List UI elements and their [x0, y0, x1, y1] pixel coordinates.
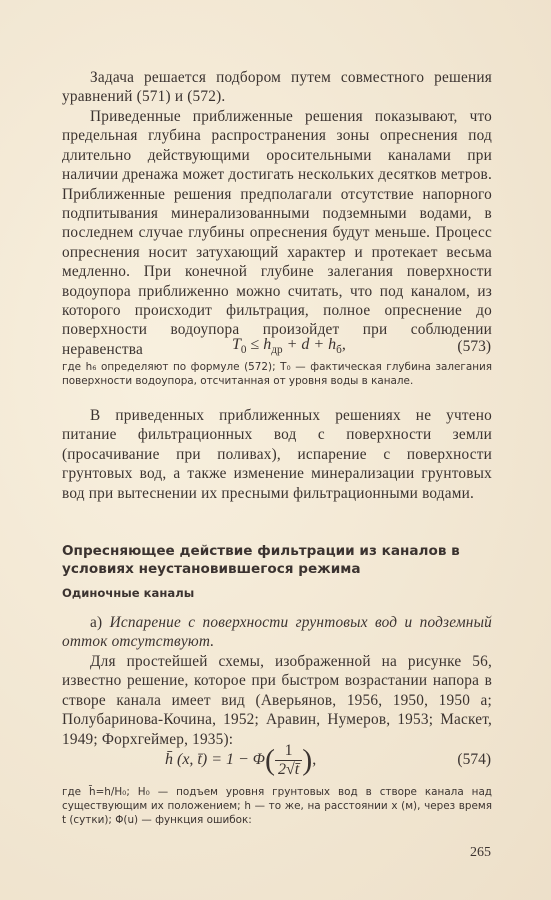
- footnote-574: где h̄=h/H₀; H₀ — подъем уровня грунтовых вод в створе канала над существующим их положением; h — то же, на расстоянии x (м), через время t (сутки); Φ(u) — функция ошибок:: [62, 786, 492, 827]
- paragraph-4: [62, 613, 492, 652]
- equation-573-number: (573): [457, 338, 491, 355]
- section-heading: Опресняющее действие фильтрации из каналов в условиях неустановившегося режима: [62, 543, 460, 577]
- equation-574: h̄ (x, t̄) = 1 − Φ( $\frac{1}{2√t̄}$ ),: [165, 742, 317, 778]
- paragraph-1: Задача решается подбором путем совместного решения уравнений (571) и (572).: [62, 69, 492, 106]
- item-label: а): [90, 614, 103, 631]
- equation-573: $T_0 \le h_{др} + d + h_б$,: [232, 336, 346, 357]
- paragraph-3: В приведенных приближенных решениях не учтено питание фильтрационных вод с поверхности земли (просачивание при поливах), испарение с поверхности грунтовых вод, а также изменение минерализации грунтовых вод при вытеснении их пресными фильтрационными водами.: [62, 407, 492, 502]
- paragraph-5: Для простейшей схемы, изображенной на рисунке 56, известно решение, которое при быстром возрастании напора в створе канала имеет вид (Аверьянов, 1956, 1950, 1950 а; Полубаринова-Кочина, 1952; Аравин, Нумеров, 1953; Маскет, 1949; Форхгеймер, 1935):: [62, 653, 492, 748]
- page-number: 265: [470, 845, 491, 860]
- item-condition: Испарение с поверхности грунтовых вод и подземный отток отсутствуют.: [62, 614, 492, 651]
- paragraph-2: Приведенные приближенные решения показывают, что предельная глубина распространения зоны опреснения под длительно действующими оросительными каналами при наличии дренажа может достигать нескольких десятков метров. Приближенные решения предполагали отсутствие напорного подпитывания минерализованными подземными водами, в последнем случае глубины опреснения будут меньше. Процесс опреснения носит затухающий характер и протекает весьма медленно. При конечной глубине залегания поверхности водоупора приближенно можно считать, что под каналом, из которого происходит фильтрация, полное опреснение до поверхности водоупора произойдет при соблюдении неравенства: [62, 108, 492, 358]
- subsection-heading: Одиночные каналы: [62, 586, 195, 600]
- equation-574-number: (574): [457, 751, 491, 768]
- footnote-573: где h₆ определяют по формуле (572); T₀ — фактическая глубина залегания поверхности водоупора, отсчитанная от уровня воды в канале.: [62, 361, 492, 388]
